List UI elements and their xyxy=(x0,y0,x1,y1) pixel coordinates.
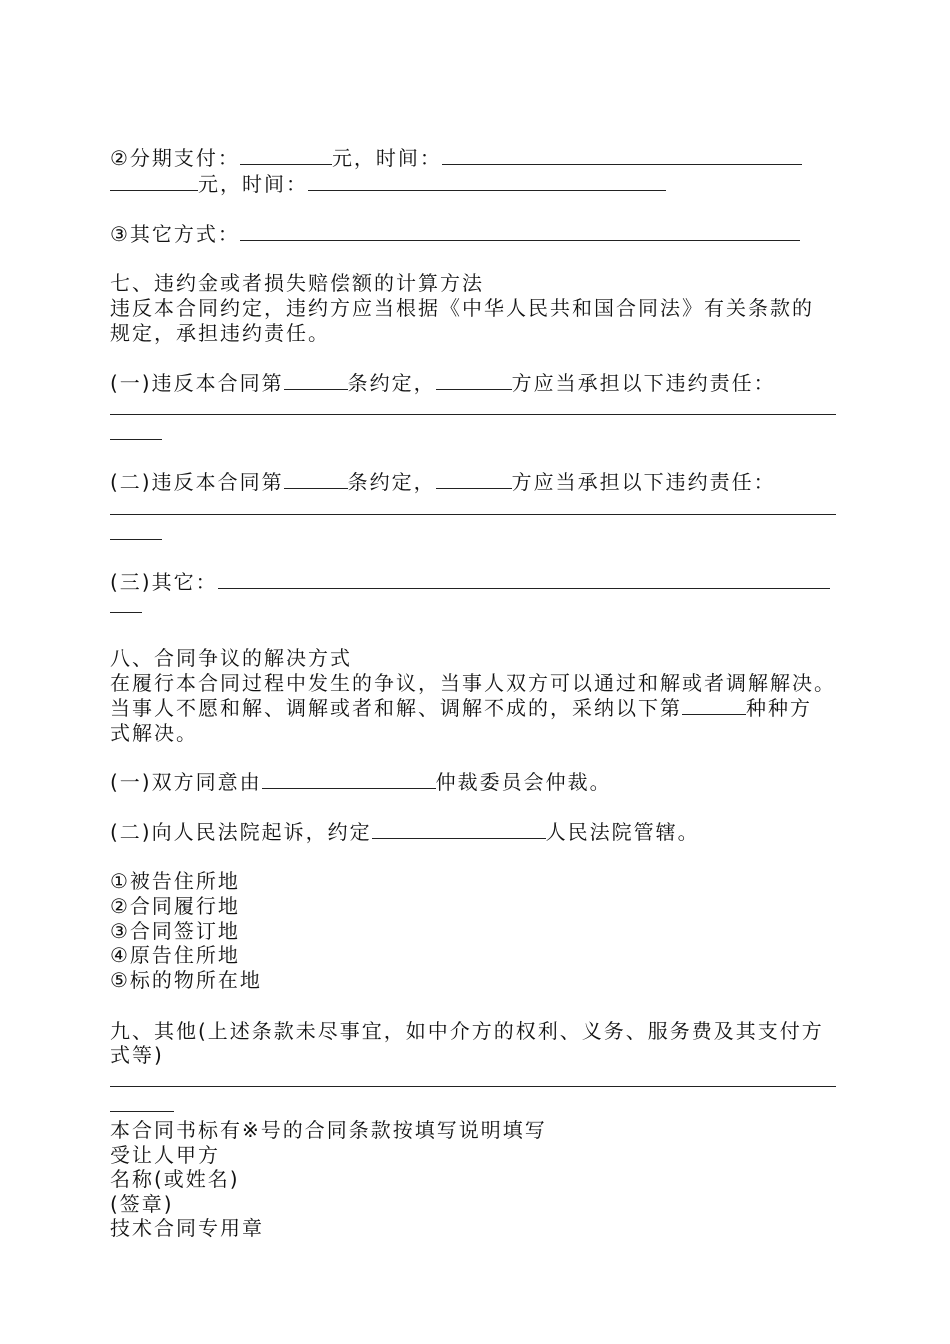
amount-blank[interactable] xyxy=(240,146,332,165)
court-option: ①被告住所地 xyxy=(110,869,240,893)
clause-label: (二)违反本合同第 xyxy=(110,470,284,494)
clause-label: (三)其它： xyxy=(110,570,218,594)
other-terms-blank-line-end[interactable] xyxy=(110,1111,174,1112)
court-option: ⑤标的物所在地 xyxy=(110,968,262,992)
contract-stamp-label: 技术合同专用章 xyxy=(110,1216,264,1240)
other-blank[interactable] xyxy=(218,570,830,589)
other-terms-blank-line[interactable] xyxy=(110,1086,836,1087)
installment-line-2 xyxy=(110,172,666,196)
section-7-title: 七、违约金或者损失赔偿额的计算方法 xyxy=(110,271,484,295)
litigation-clause xyxy=(110,820,700,844)
article-blank[interactable] xyxy=(284,470,348,489)
section-9-para-2: 式等) xyxy=(110,1043,164,1067)
section-8-title: 八、合同争议的解决方式 xyxy=(110,646,352,670)
liability-blank-line[interactable] xyxy=(110,514,836,515)
party-blank[interactable] xyxy=(436,470,512,489)
clause-label: (二)向人民法院起诉，约定 xyxy=(110,820,372,844)
section-8-para-3: 式解决。 xyxy=(110,721,198,745)
other-method-blank[interactable] xyxy=(240,222,800,241)
installment-label: ②分期支付： xyxy=(110,146,240,170)
filling-note: 本合同书标有※号的合同条款按填写说明填写 xyxy=(110,1118,547,1142)
liability-blank-line-end[interactable] xyxy=(110,539,162,540)
breach-clause-1 xyxy=(110,371,776,395)
transferee-label: 受让人甲方 xyxy=(110,1143,220,1167)
amount-blank[interactable] xyxy=(110,172,198,191)
liability-blank-line[interactable] xyxy=(110,414,836,415)
clause-label: 条约定， xyxy=(347,371,436,395)
clause-label: 人民法院管辖。 xyxy=(545,820,700,844)
section-7-para-2: 规定，承担违约责任。 xyxy=(110,321,330,345)
clause-label: (一)双方同意由 xyxy=(110,770,262,794)
court-option: ③合同签订地 xyxy=(110,919,240,943)
time-blank[interactable] xyxy=(308,172,666,191)
time-label: 元，时间： xyxy=(198,172,308,196)
arbitration-clause xyxy=(110,770,612,794)
section-8-para-1: 在履行本合同过程中发生的争议，当事人双方可以通过和解或者调解解决。 xyxy=(110,671,836,695)
section-8-para-2 xyxy=(110,696,812,720)
time-label: 元，时间： xyxy=(331,146,442,170)
court-option: ④原告住所地 xyxy=(110,943,240,967)
other-method-label: ③其它方式： xyxy=(110,222,240,246)
clause-label: 方应当承担以下违约责任： xyxy=(511,470,776,494)
court-option: ②合同履行地 xyxy=(110,894,240,918)
seal-label: (签章) xyxy=(110,1192,174,1216)
arbitration-blank[interactable] xyxy=(262,770,436,789)
party-blank[interactable] xyxy=(436,371,512,390)
section-7-para-1: 违反本合同约定，违约方应当根据《中华人民共和国合同法》有关条款的 xyxy=(110,296,814,320)
breach-clause-2 xyxy=(110,470,776,494)
liability-blank-line-end[interactable] xyxy=(110,439,162,440)
article-blank[interactable] xyxy=(284,371,348,390)
name-label: 名称(或姓名) xyxy=(110,1167,240,1191)
option-number-blank[interactable] xyxy=(682,696,746,715)
other-method-line xyxy=(110,222,800,246)
para-text: 当事人不愿和解、调解或者和解、调解不成的，采纳以下第 xyxy=(110,696,682,720)
other-blank-line-end[interactable] xyxy=(110,612,142,613)
breach-clause-3 xyxy=(110,570,830,594)
clause-label: 条约定， xyxy=(347,470,436,494)
clause-label: 仲裁委员会仲裁。 xyxy=(435,770,612,794)
para-text: 种种方 xyxy=(746,696,812,720)
clause-label: 方应当承担以下违约责任： xyxy=(511,371,776,395)
installment-line-1 xyxy=(110,146,802,170)
court-blank[interactable] xyxy=(372,820,546,839)
time-blank[interactable] xyxy=(442,146,802,165)
clause-label: (一)违反本合同第 xyxy=(110,371,284,395)
section-9-para-1: 九、其他(上述条款未尽事宜，如中介方的权利、义务、服务费及其支付方 xyxy=(110,1019,824,1043)
